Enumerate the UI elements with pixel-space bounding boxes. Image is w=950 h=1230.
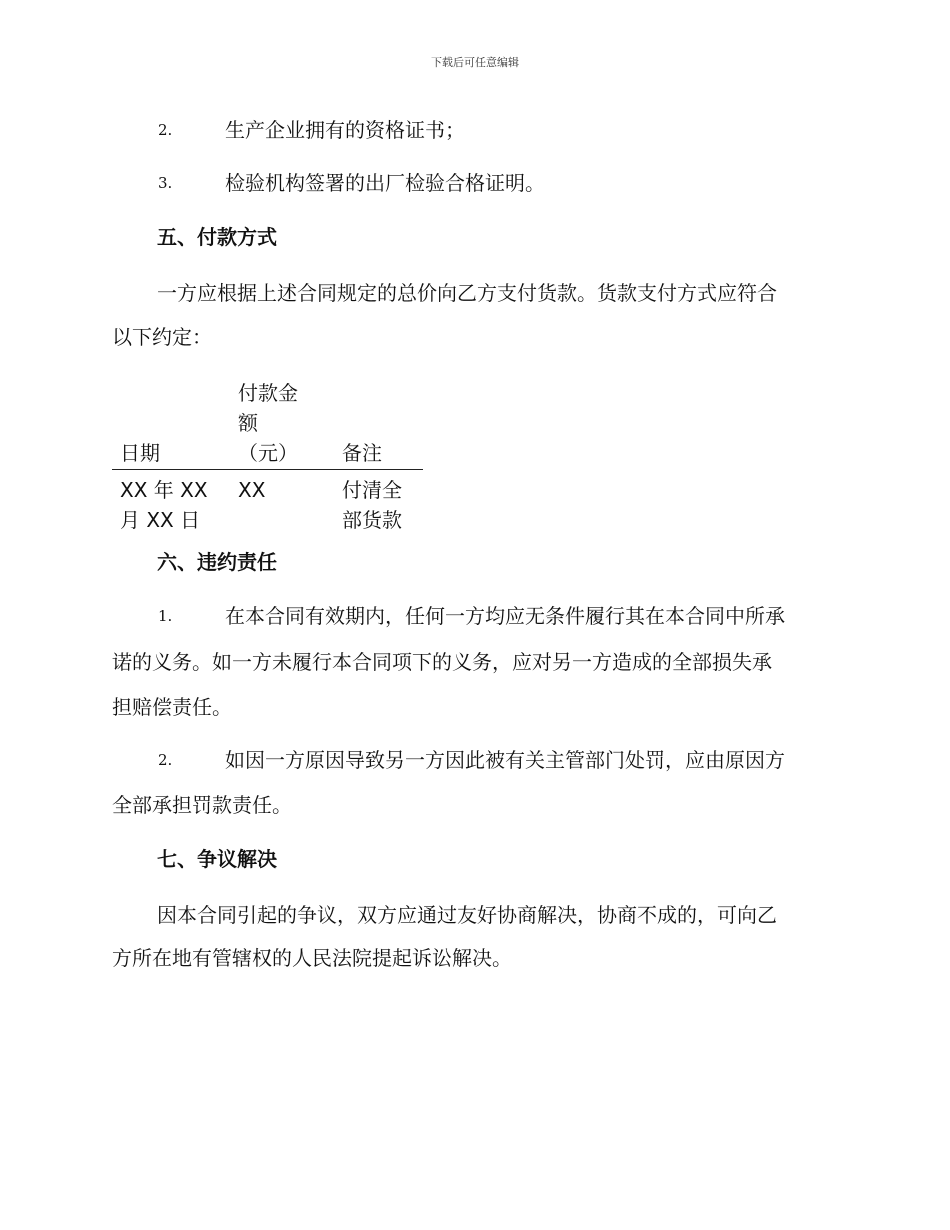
table-header-amount: 付款金 (238, 381, 298, 405)
table-rule (112, 469, 423, 470)
table-cell-date: XX 年 XX (120, 478, 208, 502)
paragraph-line: 担赔偿责任。 (112, 695, 232, 719)
table-header-note: 备注 (342, 441, 382, 465)
list-item-number: 1. (158, 607, 173, 625)
list-item-text: 生产企业拥有的资格证书； (225, 118, 465, 142)
paragraph-line: 因本合同引起的争议，双方应通过友好协商解决，协商不成的，可向乙 (157, 903, 777, 927)
list-item-number: 2. (158, 121, 173, 139)
list-item-number: 3. (158, 174, 173, 192)
table-cell-note: 部货款 (342, 508, 402, 532)
paragraph-line: 在本合同有效期内，任何一方均应无条件履行其在本合同中所承 (225, 604, 785, 628)
paragraph-line: 如因一方原因导致另一方因此被有关主管部门处罚，应由原因方 (225, 748, 785, 772)
table-header-date: 日期 (120, 441, 160, 465)
list-item-number: 2. (158, 751, 173, 769)
table-cell-amount: XX (238, 478, 266, 502)
paragraph-line: 以下约定： (112, 325, 212, 349)
list-item-text: 检验机构签署的出厂检验合格证明。 (225, 171, 545, 195)
paragraph-line: 全部承担罚款责任。 (112, 793, 292, 817)
table-header-amount: 额 (238, 411, 258, 435)
paragraph-line: 一方应根据上述合同规定的总价向乙方支付货款。货款支付方式应符合 (157, 281, 777, 305)
section-heading-payment: 五、付款方式 (157, 225, 277, 249)
table-cell-note: 付清全 (342, 478, 402, 502)
page-header: 下载后可任意编辑 (431, 56, 519, 69)
table-cell-date: 月 XX 日 (120, 508, 201, 532)
paragraph-line: 诺的义务。如一方未履行本合同项下的义务，应对另一方造成的全部损失承 (112, 650, 772, 674)
section-heading-breach: 六、违约责任 (157, 550, 277, 574)
section-heading-dispute: 七、争议解决 (157, 847, 277, 871)
paragraph-line: 方所在地有管辖权的人民法院提起诉讼解决。 (112, 946, 512, 970)
table-header-amount: （元） (238, 441, 298, 465)
